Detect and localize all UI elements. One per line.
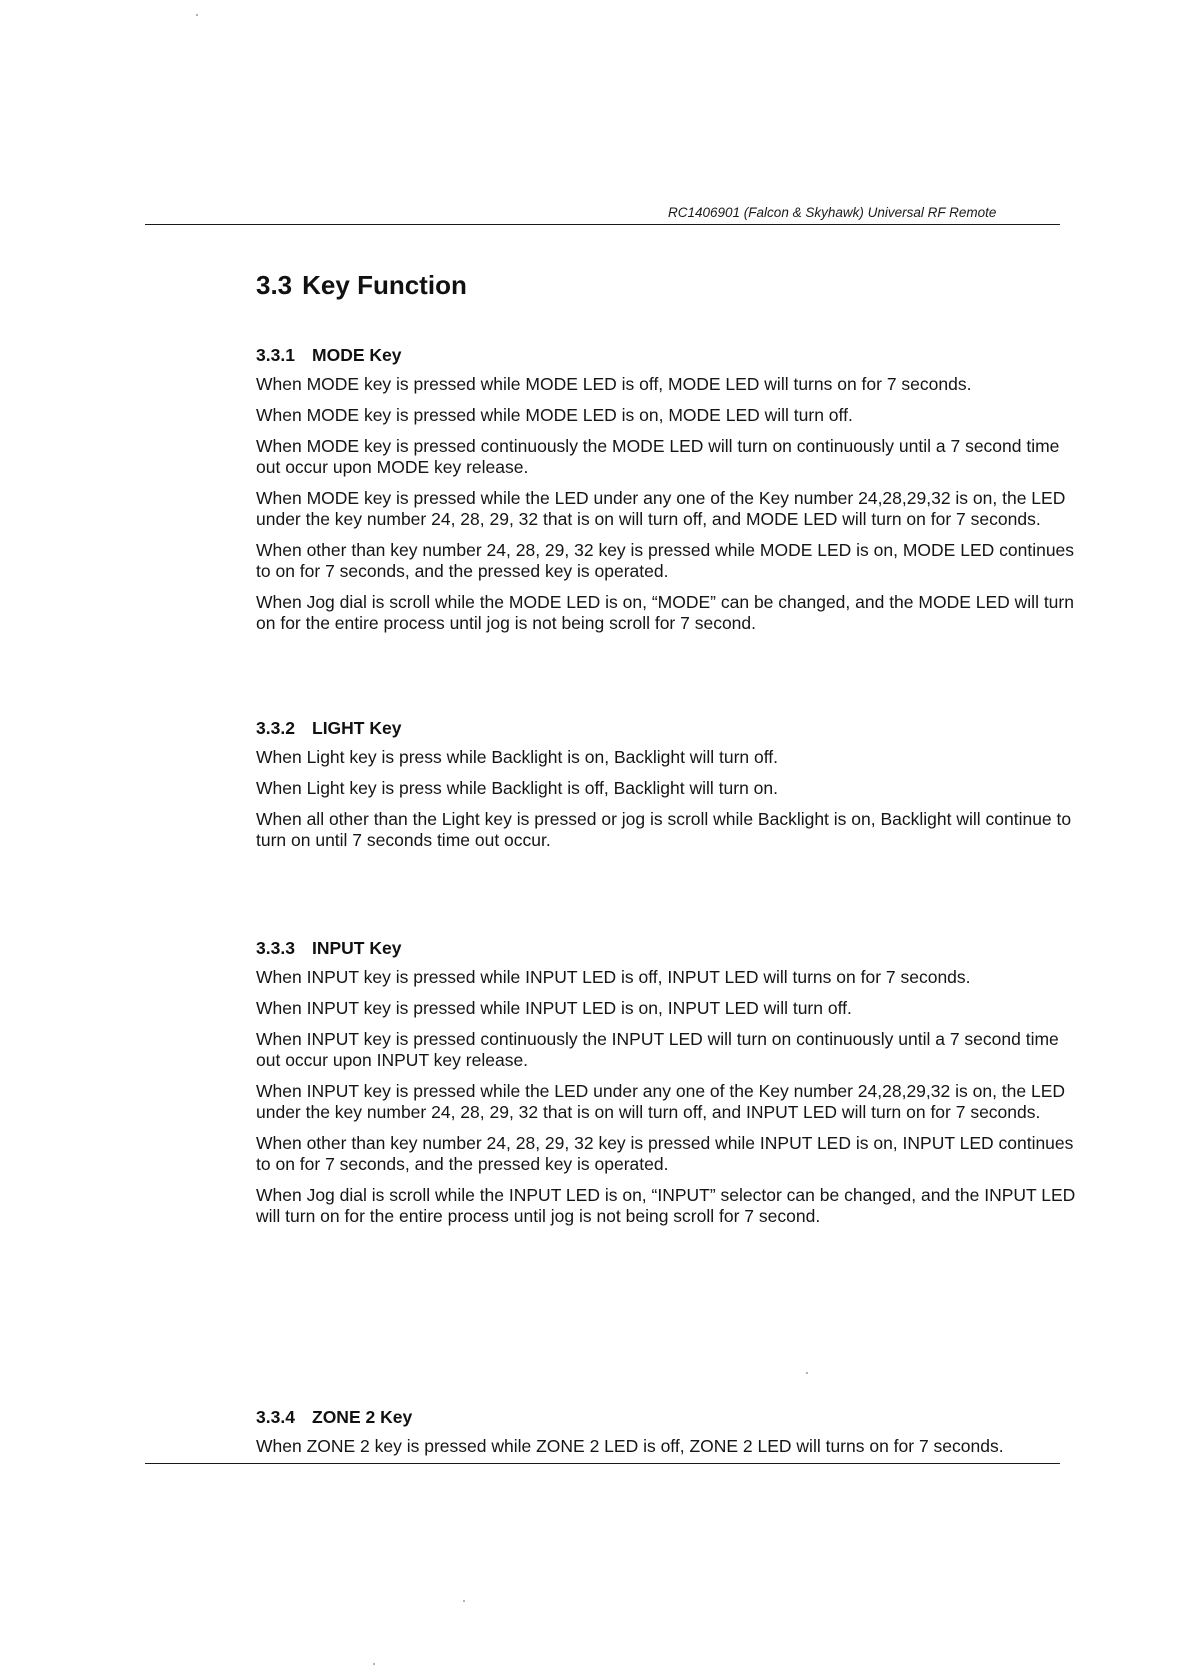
- header-rule: [145, 224, 1060, 225]
- scan-speck: [373, 1663, 375, 1665]
- section-heading: [256, 270, 467, 301]
- subsection-number: 3.3.3: [256, 938, 295, 958]
- subsection-light-key: [256, 718, 1076, 861]
- subsection-title: INPUT Key: [312, 938, 402, 958]
- paragraph: When MODE key is pressed while the LED under any one of the Key number 24,28,29,32 is on, the LED under the key number 24, 28, 29, 32 that is on will turn off, and MODE LED will turn on for 7 seconds.: [256, 488, 1066, 529]
- paragraph: When INPUT key is pressed continuously the INPUT LED will turn on continuously until a 7 second time out occur upon INPUT key release.: [256, 1029, 1059, 1070]
- paragraph: When ZONE 2 key is pressed while ZONE 2 LED is off, ZONE 2 LED will turns on for 7 seconds.: [256, 1436, 1004, 1456]
- paragraph: When INPUT key is pressed while INPUT LED is off, INPUT LED will turns on for 7 seconds.: [256, 967, 971, 987]
- section-title: Key Function: [302, 270, 467, 300]
- subsection-number: 3.3.4: [256, 1407, 295, 1427]
- section-number: 3.3: [256, 270, 293, 300]
- paragraph: When INPUT key is pressed while INPUT LED is on, INPUT LED will turn off.: [256, 998, 852, 1018]
- subsection-zone2-key: [256, 1407, 1076, 1467]
- subsection-heading: [256, 1407, 1076, 1428]
- paragraph: When other than key number 24, 28, 29, 32 key is pressed while INPUT LED is on, INPUT LED continues to on for 7 seconds, and the pressed key is operated.: [256, 1133, 1074, 1174]
- subsection-input-key: [256, 938, 1076, 1237]
- subsection-heading: [256, 718, 1076, 739]
- subsection-title: LIGHT Key: [312, 718, 402, 738]
- paragraph: When Light key is press while Backlight is off, Backlight will turn on.: [256, 778, 778, 798]
- paragraph: When Jog dial is scroll while the MODE LED is on, “MODE” can be changed, and the MODE LED will turn on for the entire process until jog is not being scroll for 7 second.: [256, 592, 1074, 633]
- subsection-mode-key: [256, 345, 1076, 644]
- paragraph: When other than key number 24, 28, 29, 32 key is pressed while MODE LED is on, MODE LED continues to on for 7 seconds, and the pressed key is operated.: [256, 540, 1075, 581]
- running-header: RC1406901 (Falcon & Skyhawk) Universal RF Remote: [668, 205, 997, 220]
- paragraph: When MODE key is pressed continuously the MODE LED will turn on continuously until a 7 second time out occur upon MODE key release.: [256, 436, 1060, 477]
- scan-speck: [196, 14, 198, 16]
- paragraph: When INPUT key is pressed while the LED under any one of the Key number 24,28,29,32 is on, the LED under the key number 24, 28, 29, 32 that is on will turn off, and INPUT LED will turn on for 7 seconds.: [256, 1081, 1066, 1122]
- scan-speck: [463, 1600, 465, 1602]
- paragraph: When all other than the Light key is pressed or jog is scroll while Backlight is on, Backlight will continue to turn on until 7 seconds time out occur.: [256, 809, 1072, 850]
- subsection-heading: [256, 938, 1076, 959]
- subsection-title: ZONE 2 Key: [312, 1407, 413, 1427]
- scan-speck: [806, 1372, 808, 1374]
- paragraph: When MODE key is pressed while MODE LED is on, MODE LED will turn off.: [256, 405, 853, 425]
- paragraph: When MODE key is pressed while MODE LED is off, MODE LED will turns on for 7 seconds.: [256, 374, 972, 394]
- paragraph: When Jog dial is scroll while the INPUT LED is on, “INPUT” selector can be changed, and the INPUT LED will turn on for the entire process until jog is not being scroll for 7 second.: [256, 1185, 1076, 1226]
- subsection-title: MODE Key: [312, 345, 402, 365]
- subsection-number: 3.3.1: [256, 345, 295, 365]
- subsection-number: 3.3.2: [256, 718, 295, 738]
- paragraph: When Light key is press while Backlight is on, Backlight will turn off.: [256, 747, 778, 767]
- subsection-heading: [256, 345, 1076, 366]
- footer-rule: [145, 1463, 1060, 1464]
